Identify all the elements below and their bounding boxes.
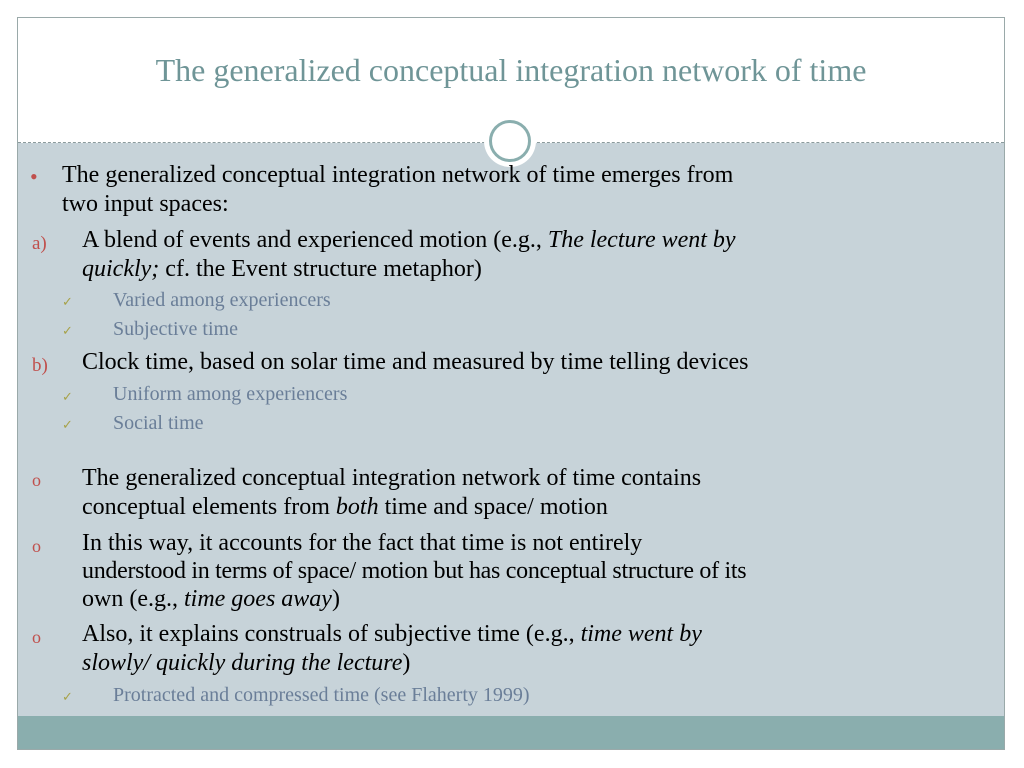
item-a-marker: a) (32, 233, 47, 254)
item-a-text-cont: cf. the Event structure metaphor) (159, 256, 482, 282)
o2-example: time goes away (183, 586, 332, 612)
check-icon: ✓ (62, 389, 73, 404)
item-b-marker: b) (32, 355, 48, 376)
o2-text-cont: ) (331, 586, 340, 612)
o3-text: Also, it explains construals of subjective time (e.g., (82, 621, 581, 647)
o2-line-3 (82, 585, 340, 614)
o1-line-2 (82, 493, 608, 522)
bullet-1-line-2: two input spaces: (62, 191, 229, 217)
o2-line-1: In this way, it accounts for the fact that time is not entirely (82, 530, 643, 556)
item-a-text: A blend of events and experienced motion (e.g., (82, 227, 548, 253)
item-b-sub-2: Social time (113, 412, 204, 434)
o3-sub-1: Protracted and compressed time (see Flaherty 1999) (113, 684, 530, 706)
circle-ornament-icon (484, 115, 536, 167)
o1-text: conceptual elements from (82, 494, 336, 520)
item-a-sub-2: Subjective time (113, 318, 238, 340)
o3-example: time went by (580, 621, 702, 647)
check-icon: ✓ (62, 689, 73, 704)
check-icon: ✓ (62, 294, 73, 309)
item-a-example: The lecture went by (547, 227, 736, 253)
circle-bullet-icon: o (32, 470, 41, 490)
circle-bullet-icon: o (32, 536, 41, 556)
item-b-sub-1: Uniform among experiencers (113, 383, 348, 405)
o1-emphasis: both (335, 494, 379, 520)
bottom-band (18, 716, 1004, 750)
check-icon: ✓ (62, 323, 73, 338)
bullet-1-line-1: The generalized conceptual integration network of time emerges from (62, 162, 734, 188)
check-icon: ✓ (62, 417, 73, 432)
item-a-example-cont: quickly; (82, 256, 160, 282)
item-a-sub-1: Varied among experiencers (113, 289, 331, 311)
o3-text-cont: ) (402, 650, 411, 676)
item-a-line-1 (82, 226, 736, 255)
o3-example-cont: slowly/ quickly during the lecture (82, 650, 403, 676)
item-a-line-2 (82, 255, 482, 284)
ring-icon (489, 120, 531, 162)
o3-line-1 (82, 620, 702, 649)
slide-title: The generalized conceptual integration network of time (155, 52, 867, 88)
circle-bullet-icon: o (32, 627, 41, 647)
item-b-line-1: Clock time, based on solar time and measured by time telling devices (82, 349, 749, 375)
o3-line-2 (82, 649, 410, 678)
bullet-icon: • (30, 164, 38, 189)
o2-line-2: understood in terms of space/ motion but has conceptual structure of its (82, 558, 747, 584)
o1-line-1: The generalized conceptual integration network of time contains (82, 465, 702, 491)
o2-text: own (e.g., (82, 586, 184, 612)
o1-text-cont: time and space/ motion (378, 494, 608, 520)
